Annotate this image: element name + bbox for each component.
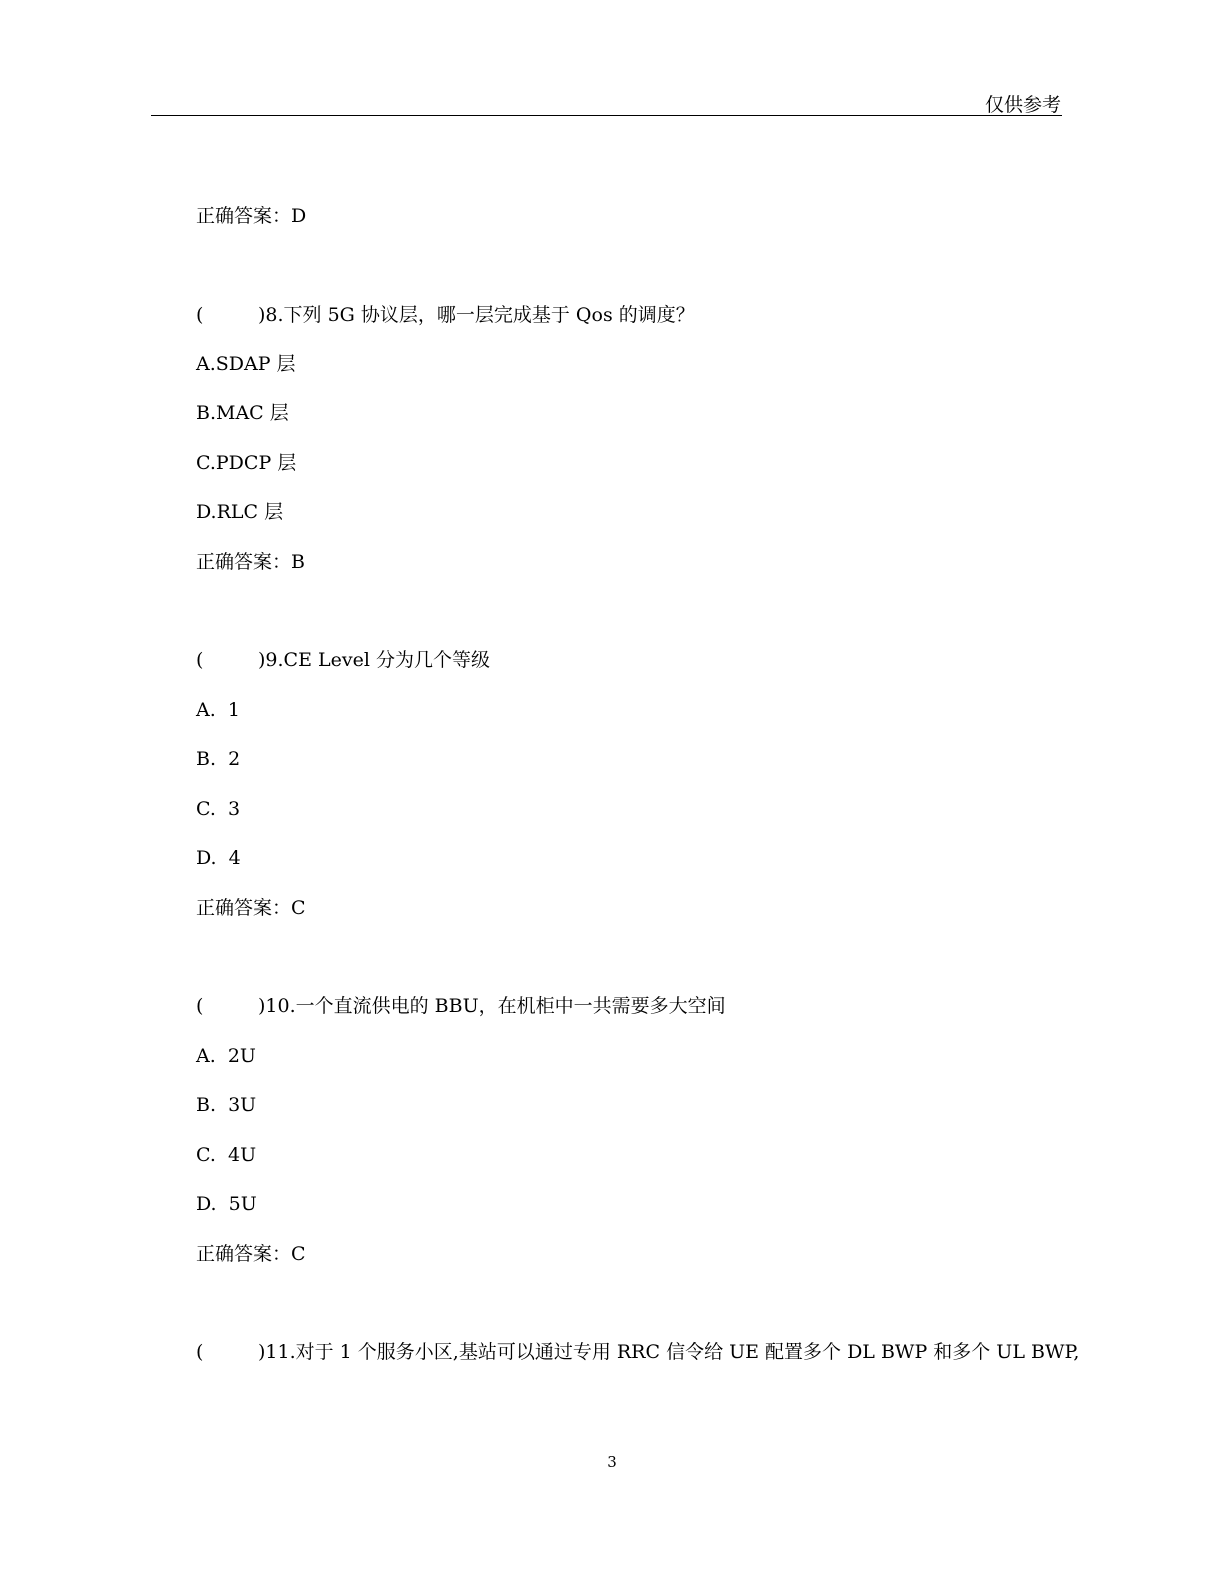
question-10-option-a: A. 2U bbox=[196, 1045, 256, 1067]
header-divider bbox=[151, 115, 1062, 116]
question-9-option-b: B. 2 bbox=[196, 748, 241, 770]
question-8-option-b: B.MAC 层 bbox=[196, 402, 289, 424]
question-9-option-c: C. 3 bbox=[196, 798, 241, 820]
question-text: )8.下列 5G 协议层，哪一层完成基于 Qos 的调度？ bbox=[258, 304, 695, 326]
answer-q9: 正确答案：C bbox=[196, 897, 306, 919]
question-8-stem bbox=[196, 301, 695, 329]
question-9-option-a: A. 1 bbox=[196, 699, 240, 721]
question-text: )11.对于 1 个服务小区,基站可以通过专用 RRC 信令给 UE 配置多个 DL BWP 和多个 UL BWP, bbox=[258, 1341, 1080, 1363]
answer-q8: 正确答案：B bbox=[196, 551, 305, 573]
question-text: )10.一个直流供电的 BBU，在机柜中一共需要多大空间 bbox=[258, 995, 726, 1017]
question-9-stem bbox=[196, 646, 490, 674]
question-8-option-c: C.PDCP 层 bbox=[196, 452, 297, 474]
answer-blank-paren: ( bbox=[196, 649, 204, 671]
answer-blank-paren: ( bbox=[196, 304, 204, 326]
question-10-stem bbox=[196, 992, 726, 1020]
question-9-option-d: D. 4 bbox=[196, 847, 241, 869]
question-11-stem bbox=[196, 1338, 1079, 1366]
question-10-option-b: B. 3U bbox=[196, 1094, 257, 1116]
question-10-option-d: D. 5U bbox=[196, 1193, 257, 1215]
answer-q10: 正确答案：C bbox=[196, 1243, 306, 1265]
header-text: 仅供参考 bbox=[984, 94, 1061, 116]
question-8-option-d: D.RLC 层 bbox=[196, 501, 284, 523]
question-10-option-c: C. 4U bbox=[196, 1144, 257, 1166]
answer-blank-paren: ( bbox=[196, 995, 204, 1017]
question-text: )9.CE Level 分为几个等级 bbox=[258, 649, 490, 671]
page-number: 3 bbox=[607, 1453, 617, 1471]
question-8-option-a: A.SDAP 层 bbox=[196, 353, 296, 375]
answer-blank-paren: ( bbox=[196, 1341, 204, 1363]
answer-q7: 正确答案：D bbox=[196, 205, 307, 227]
